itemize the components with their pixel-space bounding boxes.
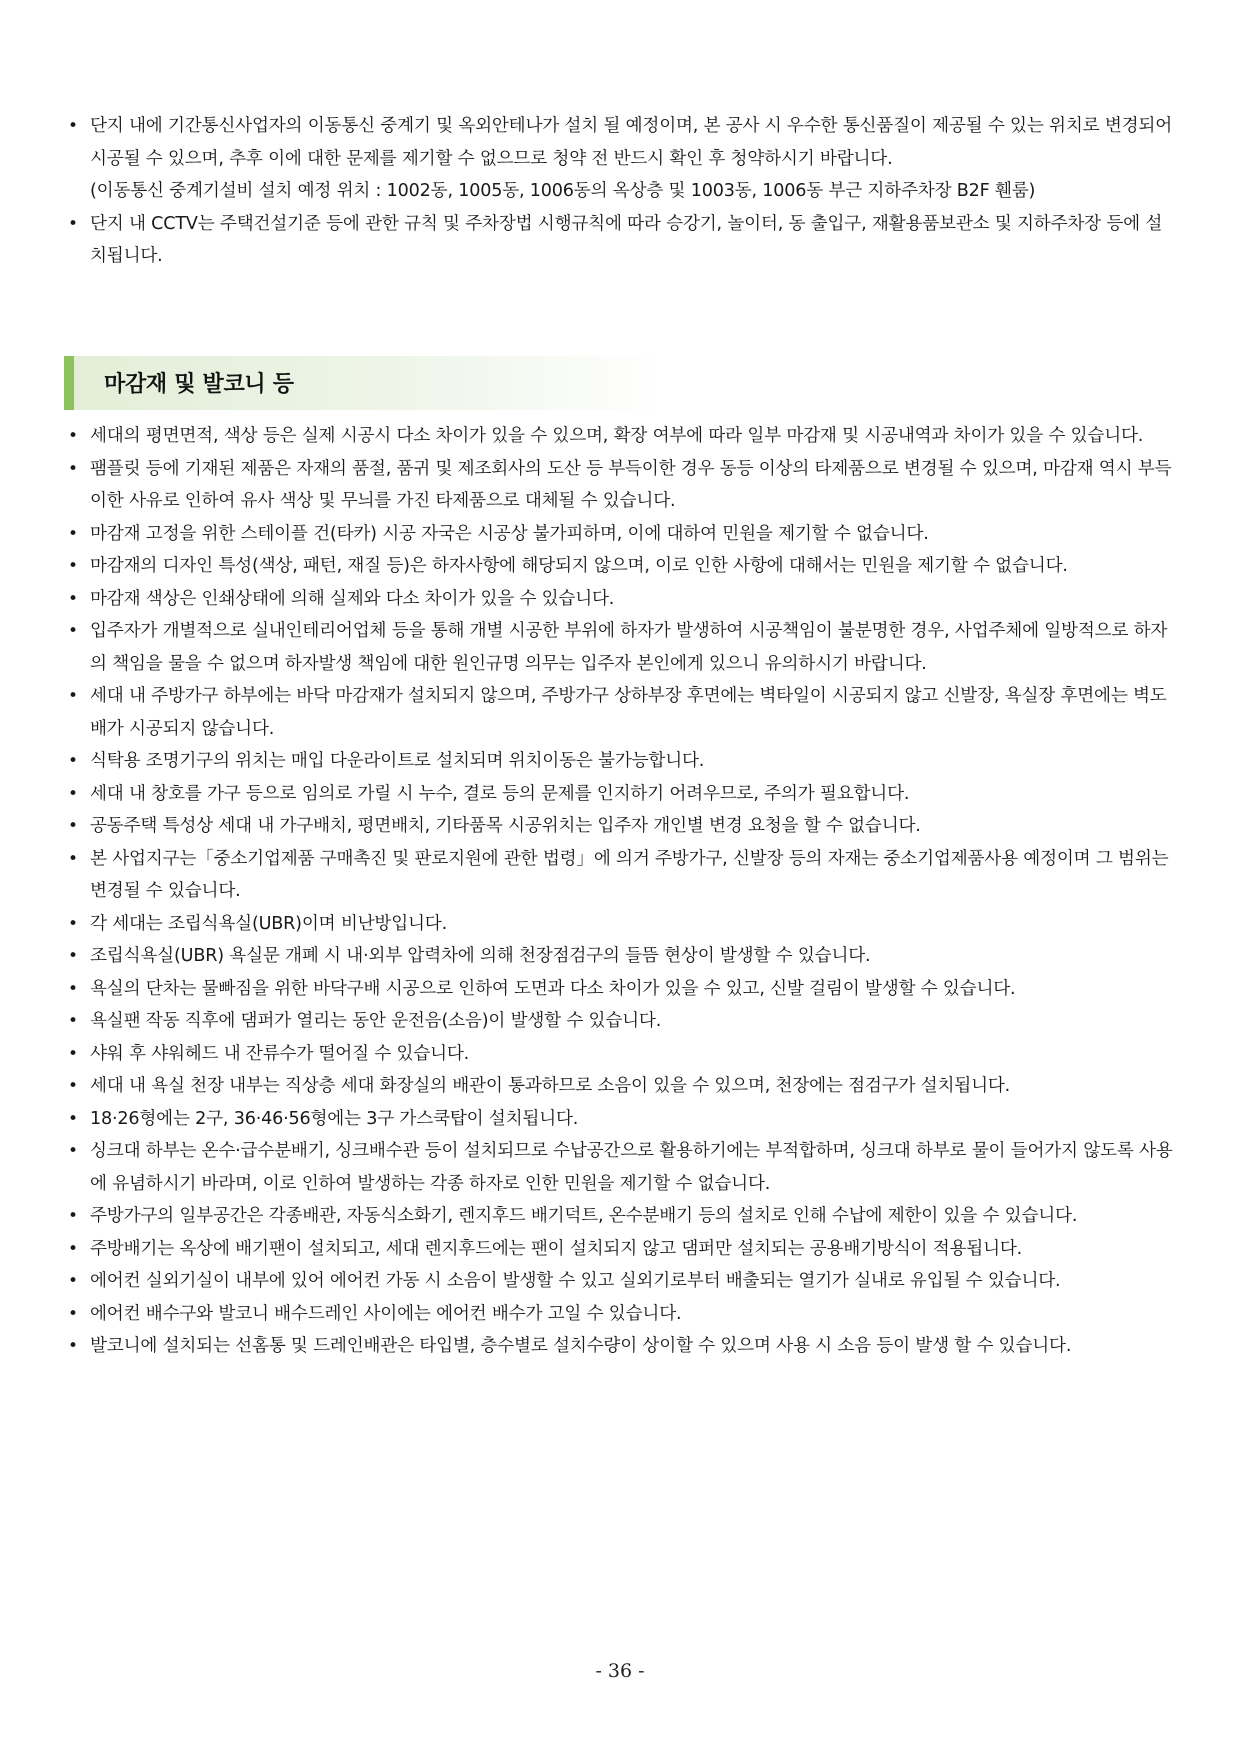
main-section [68,420,1178,1363]
list-item-text: 세대 내 주방가구 하부에는 바닥 마감재가 설치되지 않으며, 주방가구 상하부장 후면에는 벽타일이 시공되지 않고 신발장, 욕실장 후면에는 벽도배가 시공되지 않습니다. [90,686,1167,739]
list-item-text: 세대 내 창호를 가구 등으로 임의로 가릴 시 누수, 결로 등의 문제를 인지하기 어려우므로, 주의가 필요합니다. [90,783,910,804]
list-item [68,110,1178,175]
list-item [68,778,1178,811]
list-item [68,208,1178,273]
list-item-text: 조립식욕실(UBR) 욕실문 개폐 시 내·외부 압력차에 의해 천장점검구의 들뜸 현상이 발생할 수 있습니다. [90,946,871,966]
list-item [68,518,1178,551]
bullet: • [68,1303,78,1324]
list-item [68,1330,1178,1363]
list-item [68,583,1178,616]
list-item [68,1135,1178,1200]
bullet: • [68,751,78,771]
bullet: • [68,1011,78,1031]
bullet: • [68,1271,78,1291]
list-item [68,1233,1178,1266]
bullet: • [68,1336,78,1356]
list-item [68,550,1178,583]
list-item [68,1200,1178,1233]
section-title: 마감재 및 발코니 등 [104,372,294,397]
bullet: • [68,978,78,999]
list-item-text: 공동주택 특성상 세대 내 가구배치, 평면배치, 기타품목 시공위치는 입주자 개인별 변경 요청을 할 수 없습니다. [90,816,921,836]
bullet: • [68,816,78,836]
bullet: • [68,1206,78,1226]
list-item [68,745,1178,778]
list-item-text: 각 세대는 조립식욕실(UBR)이며 비난방입니다. [90,913,447,934]
list-item-text: 단지 내에 기간통신사업자의 이동통신 중계기 및 옥외안테나가 설치 될 예정이며, 본 공사 시 우수한 통신품질이 제공될 수 있는 위치로 변경되어 시공될 수 있으며, 추후 이에 대한 문제를 제기할 수 없으므로 청약 전 반드시 확인 후 청약하시기 바랍니다. [90,116,1172,169]
list-item [68,453,1178,518]
bullet: • [68,458,78,479]
list-item-text: 주방가구의 일부공간은 각종배관, 자동식소화기, 렌지후드 배기덕트, 온수분배기 등의 설치로 인해 수납에 제한이 있을 수 있습니다. [90,1206,1078,1226]
section-header [64,356,664,410]
list-item-text: 마감재의 디자인 특성(색상, 패턴, 재질 등)은 하자사항에 해당되지 않으며, 이로 인한 사항에 대해서는 민원을 제기할 수 없습니다. [90,556,1068,576]
list-item [68,1038,1178,1071]
bullet: • [68,686,78,706]
list-item-text: 에어컨 실외기실이 내부에 있어 에어컨 가동 시 소음이 발생할 수 있고 실외기로부터 배출되는 열기가 실내로 유입될 수 있습니다. [90,1271,1061,1291]
bullet: • [68,848,78,869]
list-item [68,1298,1178,1331]
page-number: - 36 - [595,1660,645,1682]
list-item [68,1103,1178,1136]
list-item [68,1265,1178,1298]
bullet: • [68,1238,78,1259]
bullet: • [68,213,78,234]
list-item-text: 식탁용 조명기구의 위치는 매입 다운라이트로 설치되며 위치이동은 불가능합니다. [90,751,705,771]
list-item [68,908,1178,941]
bullet: • [68,946,78,966]
top-list [68,110,1178,175]
list-item-text: 입주자가 개별적으로 실내인테리어업체 등을 통해 개별 시공한 부위에 하자가 발생하여 시공책임이 불분명한 경우, 사업주체에 일방적으로 하자의 책임을 물을 수 없으며 하자발생 책임에 대한 원인규명 의무는 입주자 본인에게 있으니 유의하시기 바랍니다. [90,621,1168,674]
list-item-text: 팸플릿 등에 기재된 제품은 자재의 품절, 품귀 및 제조회사의 도산 등 부득이한 경우 동등 이상의 타제품으로 변경될 수 있으며, 마감재 역시 부득이한 사유로 인하여 유사 색상 및 무늬를 가진 타제품으로 대체될 수 있습니다. [90,458,1172,511]
bullet: • [68,783,78,804]
relay-location-note: (이동통신 중계기설비 설치 예정 위치 : 1002동, 1005동, 1006동의 옥상층 및 1003동, 1006동 부근 지하주차장 B2F 휀룸) [90,181,1036,201]
bullet: • [68,1076,78,1096]
bullet: • [68,426,78,446]
list-item [68,973,1178,1006]
list-item [68,420,1178,453]
list-item [68,810,1178,843]
top-list-2 [68,208,1178,273]
bullet: • [68,621,78,641]
list-item-text: 주방배기는 옥상에 배기팬이 설치되고, 세대 렌지후드에는 팬이 설치되지 않고 댐퍼만 설치되는 공용배기방식이 적용됩니다. [90,1238,1023,1259]
list-item-text: 욕실팬 작동 직후에 댐퍼가 열리는 동안 운전음(소음)이 발생할 수 있습니다. [90,1011,662,1031]
list-item-text: 싱크대 하부는 온수·급수분배기, 싱크배수관 등이 설치되므로 수납공간으로 활용하기에는 부적합하며, 싱크대 하부로 물이 들어가지 않도록 사용에 유념하시기 바라며, 이로 인하여 발생하는 각종 하자로 인한 민원을 제기할 수 없습니다. [90,1141,1173,1194]
list-item [68,680,1178,745]
top-section [68,110,1178,273]
list-item-text: 18·26형에는 2구, 36·46·56형에는 3구 가스쿡탑이 설치됩니다. [90,1108,579,1129]
list-item [68,1005,1178,1038]
list-item-text: 마감재 색상은 인쇄상태에 의해 실제와 다소 차이가 있을 수 있습니다. [90,588,615,609]
bullet: • [68,116,78,136]
bullet: • [68,588,78,609]
list-item-text: 마감재 고정을 위한 스테이플 건(타카) 시공 자국은 시공상 불가피하며, 이에 대하여 민원을 제기할 수 없습니다. [90,523,929,544]
list-item-text: 샤워 후 샤워헤드 내 잔류수가 떨어질 수 있습니다. [90,1043,470,1064]
list-item-text: 욕실의 단차는 물빠짐을 위한 바닥구배 시공으로 인하여 도면과 다소 차이가 있을 수 있고, 신발 걸림이 발생할 수 있습니다. [90,978,1016,999]
list-item-text: 발코니에 설치되는 선홈통 및 드레인배관은 타입별, 층수별로 설치수량이 상이할 수 있으며 사용 시 소음 등이 발생 할 수 있습니다. [90,1336,1072,1356]
list-item [68,1070,1178,1103]
bullet: • [68,913,78,934]
list-item-text: 세대의 평면면적, 색상 등은 실제 시공시 다소 차이가 있을 수 있으며, 확장 여부에 따라 일부 마감재 및 시공내역과 차이가 있을 수 있습니다. [90,426,1144,446]
bullet: • [68,1043,78,1064]
list-item [68,940,1178,973]
list-item-text: 단지 내 CCTV는 주택건설기준 등에 관한 규칙 및 주차장법 시행규칙에 따라 승강기, 놀이터, 동 출입구, 재활용품보관소 및 지하주차장 등에 설치됩니다. [90,213,1163,266]
list-item-text: 본 사업지구는「중소기업제품 구매촉진 및 판로지원에 관한 법령」에 의거 주방가구, 신발장 등의 자재는 중소기업제품사용 예정이며 그 범위는 변경될 수 있습니다. [90,848,1169,901]
bullet: • [68,1108,78,1129]
list-item [68,843,1178,908]
bullet: • [68,1141,78,1161]
list-item [68,615,1178,680]
list-item-text: 세대 내 욕실 천장 내부는 직상층 세대 화장실의 배관이 통과하므로 소음이 있을 수 있으며, 천장에는 점검구가 설치됩니다. [90,1076,1011,1096]
bullet: • [68,523,78,544]
main-list [68,420,1178,1363]
bullet: • [68,556,78,576]
list-item-text: 에어컨 배수구와 발코니 배수드레인 사이에는 에어컨 배수가 고일 수 있습니다. [90,1303,682,1324]
